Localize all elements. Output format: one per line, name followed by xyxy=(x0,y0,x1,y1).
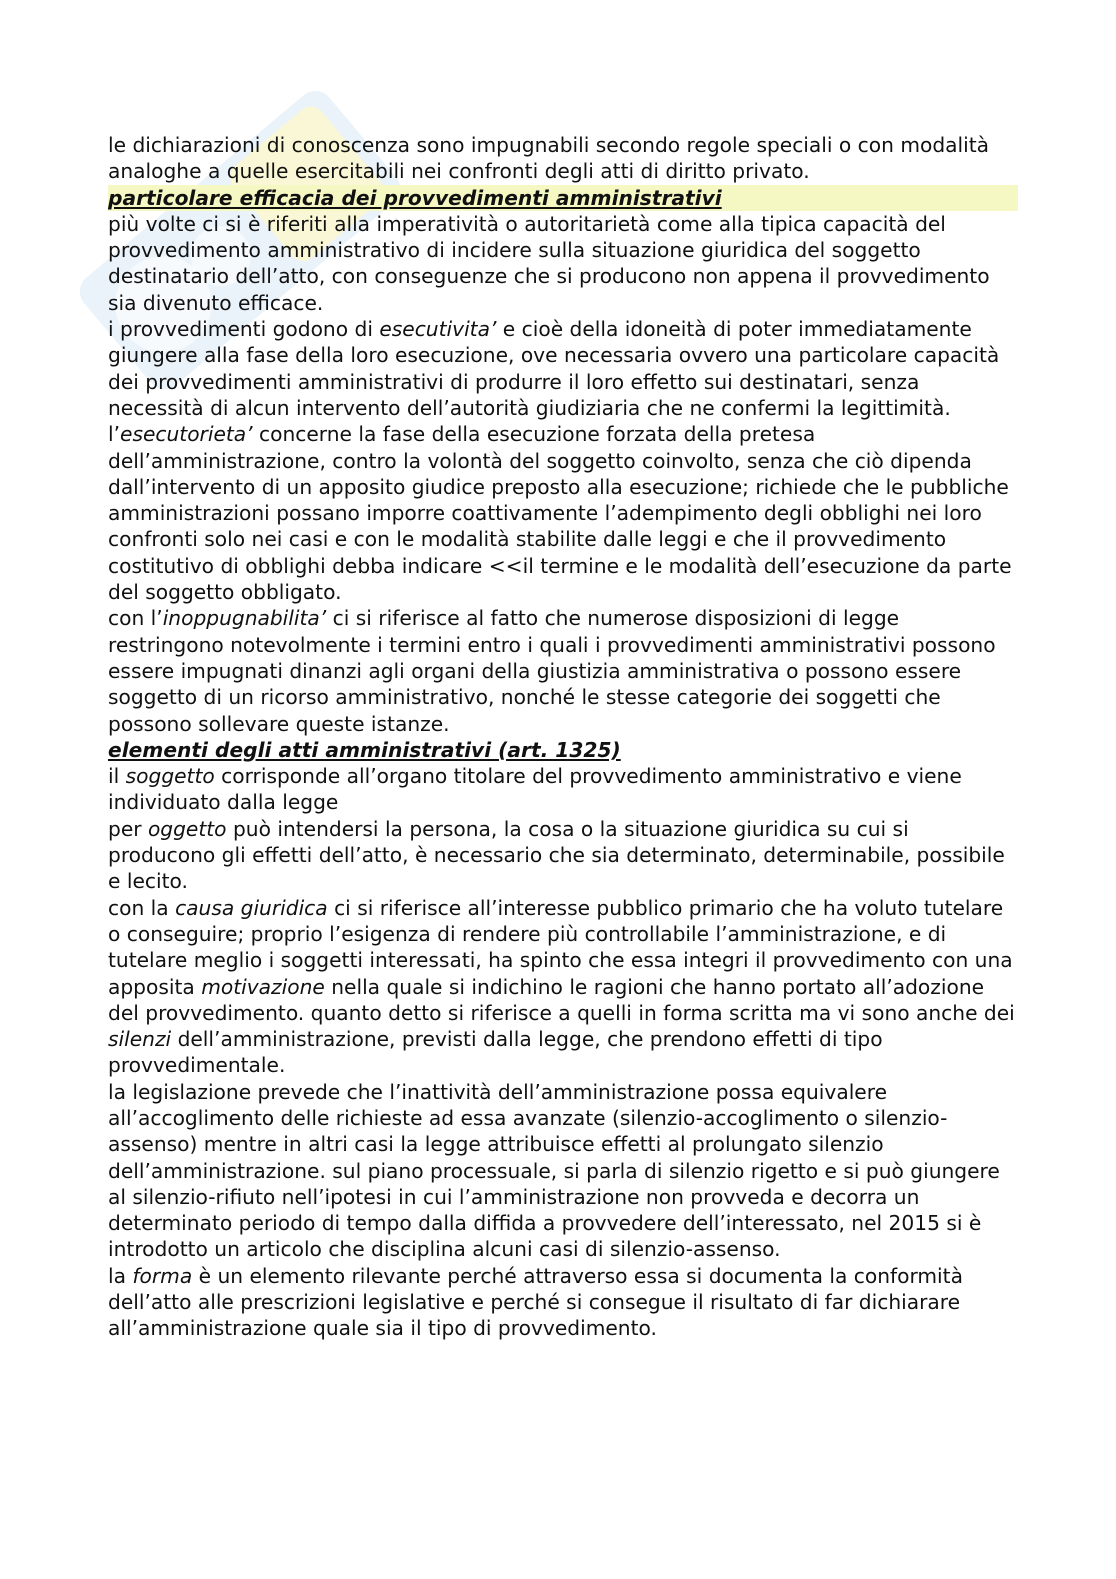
term-oggetto: oggetto xyxy=(147,816,227,841)
term-silenzi: silenzi xyxy=(108,1027,172,1052)
term-forma: forma xyxy=(132,1263,193,1288)
paragraph-inoppugnabilita: con l’inoppugnabilita’ ci si riferisce al fatto che numerose disposizioni di legge restringono notevolmente i termini entro i quali i provvedimenti amministrativi possono essere impugnati dinanzi agli organi della giustizia amministrativa o possono essere soggetto di un ricorso amministrativo, nonché le stesse categorie dei soggetti che possono sollevare queste istanze. xyxy=(108,606,996,736)
paragraph-soggetto: il soggetto corrisponde all’organo titolare del provvedimento amministrativo e viene individuato dalla legge xyxy=(108,764,962,815)
term-soggetto: soggetto xyxy=(125,764,215,789)
term-causa-giuridica: causa giuridica xyxy=(175,895,328,920)
document-body xyxy=(108,132,1018,1342)
paragraph-imperativita: più volte ci si è riferiti alla imperatività o autoritarietà come alla tipica capacità del provvedimento amministrativo di incidere sulla situazione giuridica del soggetto destinatario dell’atto, con conseguenze che si producono non appena il provvedimento sia divenuto efficace. xyxy=(108,211,990,315)
term-inoppugnabilita: inoppugnabilita’ xyxy=(162,606,327,631)
paragraph-esecutivita: i provvedimenti godono di esecutivita’ e cioè della idoneità di poter immediatamente giungere alla fase della loro esecuzione, ove necessaria ovvero una particolare capacità dei provvedimenti amministrativi di produrre il loro effetto sui destinatari, senza necessità di alcun intervento dell’autorità giudiziaria che ne confermi la legittimità. xyxy=(108,317,1000,420)
paragraph-causa-giuridica: con la causa giuridica ci si riferisce all’interesse pubblico primario che ha voluto tutelare o conseguire; proprio l’esigenza di rendere più controllabile l’amministrazione, e di tutelare meglio i soggetti interessati, ha spinto che essa integri il provvedimento con una apposita motivazione nella quale si indichino le ragioni che hanno portato all’adozione del provvedimento. quanto detto si riferisce a quelli in forma scritta ma vi sono anche dei silenzi dell’amministrazione, previsti dalla legge, che prendono effetti di tipo provvedimentale. xyxy=(108,895,1015,1078)
paragraph-forma: la forma è un elemento rilevante perché attraverso essa si documenta la conformità dell’atto alle prescrizioni legislative e perché si consegue il risultato di far dichiarare all’amministrazione quale sia il tipo di provvedimento. xyxy=(108,1263,963,1341)
heading-elementi-atti: elementi degli atti amministrativi (art. 1325) xyxy=(108,737,621,762)
term-motivazione: motivazione xyxy=(201,974,325,999)
paragraph-dichiarazioni: le dichiarazioni di conoscenza sono impugnabili secondo regole speciali o con modalità analoghe a quelle esercitabili nei confronti degli atti di diritto privato. xyxy=(108,133,990,184)
term-esecutivita: esecutivita’ xyxy=(379,317,497,342)
term-esecutorieta: esecutorieta’ xyxy=(120,422,253,447)
heading-particolare-efficacia: particolare efficacia dei provvedimenti amministrativi xyxy=(108,185,1018,211)
paragraph-esecutorieta: l’esecutorieta’ concerne la fase della esecuzione forzata della pretesa dell’amministrazione, contro la volontà del soggetto coinvolto, senza che ciò dipenda dall’intervento di un apposito giudice preposto alla esecuzione; richiede che le pubbliche amministrazioni possano imporre coattivamente l’adempimento degli obblighi nei loro confronti solo nei casi e con le modalità stabilite dalle leggi e che il provvedimento costitutivo di obblighi debba indicare <<il termine e le modalità dell’esecuzione da parte del soggetto obbligato. xyxy=(108,422,1012,605)
paragraph-oggetto: per oggetto può intendersi la persona, la cosa o la situazione giuridica su cui si producono gli effetti dell’atto, è necessario che sia determinato, determinabile, possibile e lecito. xyxy=(108,816,1005,894)
paragraph-silenzio: la legislazione prevede che l’inattività dell’amministrazione possa equivalere all’accoglimento delle richieste ad essa avanzate (silenzio-accoglimento o silenzio-assenso) mentre in altri casi la legge attribuisce effetti al prolungato silenzio dell’amministrazione. sul piano processuale, si parla di silenzio rigetto e si può giungere al silenzio-rifiuto nell’ipotesi in cui l’amministrazione non provveda e decorra un determinato periodo di tempo dalla diffida a provvedere dell’interessato, nel 2015 si è introdotto un articolo che disciplina alcuni casi di silenzio-assenso. xyxy=(108,1079,1000,1262)
